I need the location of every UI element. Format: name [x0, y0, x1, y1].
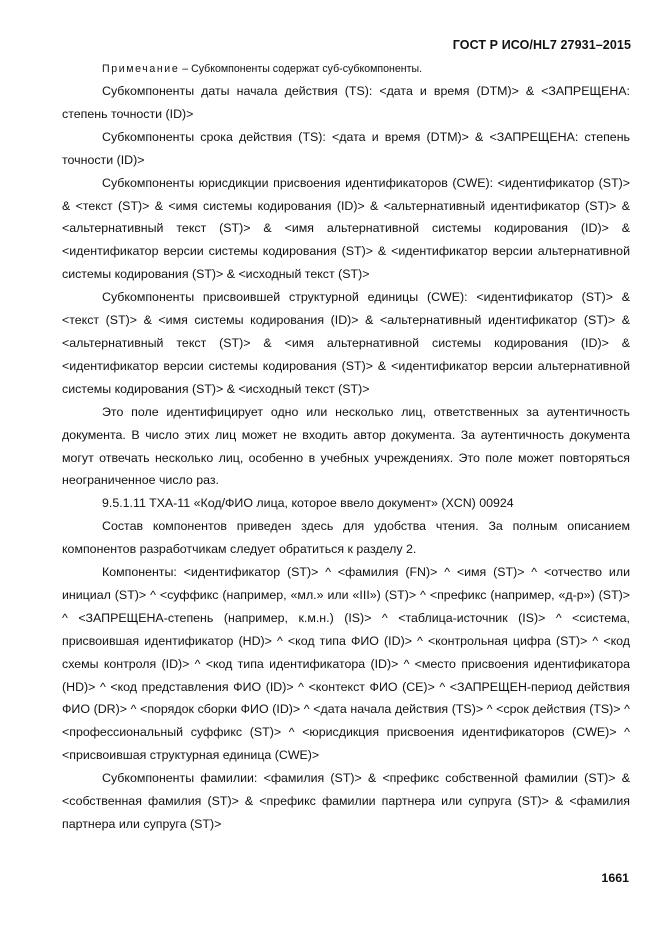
- paragraph-components-note: Состав компонентов приведен здесь для удобства чтения. За полным описанием компонентов разработчикам следует обратиться к разделу 2.: [62, 519, 630, 557]
- page-number: 1661: [601, 871, 629, 885]
- note: [62, 59, 630, 80]
- document-code: ГОСТ Р ИСО/HL7 27931–2015: [452, 38, 631, 52]
- paragraph-jurisdiction-subcomponents: Субкомпоненты юрисдикции присвоения идентификаторов (CWE): <идентификатор (ST)> & <текст (ST)> & <имя системы кодирования (ID)> & <альтернативный идентификатор (ST)> & <альтернативный текст (ST)> & <имя альтернативной системы кодирования (ID)> & <идентификатор версии системы кодирования (ST)> & <идентификатор версии альтернативной системы кодирования (ST)> & <исходный текст (ST)>: [62, 175, 630, 282]
- paragraph-field-description: Это поле идентифицирует одно или несколько лиц, ответственных за аутентичность документа. В число этих лиц может не входить автор документа. За аутентичность документа могут отвечать несколько лиц, особенно в учебных учреждениях. Это поле может повторяться неограниченное число раз.: [62, 404, 630, 488]
- note-lead: Примечание: [102, 63, 180, 75]
- paragraph-start-date-subcomponents: Субкомпоненты даты начала действия (TS): <дата и время (DTM)> & <ЗАПРЕЩЕНА: степень точности (ID)>: [62, 84, 630, 121]
- note-text: – Субкомпоненты содержат суб-субкомпоненты.: [179, 63, 423, 75]
- paragraph-assigning-unit-subcomponents: Субкомпоненты присвоившей структурной единицы (CWE): <идентификатор (ST)> & <текст (ST)> & <имя системы кодирования (ID)> & <альтернативный идентификатор (ST)> & <альтернативный текст (ST)> & <имя альтернативной системы кодирования (ID)> & <идентификатор версии системы кодирования (ST)> & <идентификатор версии альтернативной системы кодирования (ST)> & <исходный текст (ST)>: [62, 290, 630, 396]
- paragraph-surname-subcomponents: Субкомпоненты фамилии: <фамилия (ST)> & <префикс собственной фамилии (ST)> & <собственная фамилия (ST)> & <префикс фамилии партнера или супруга (ST)> & <фамилия партнера или супруга (ST)>: [62, 771, 630, 831]
- paragraph-expiration-subcomponents: Субкомпоненты срока действия (TS): <дата и время (DTM)> & <ЗАПРЕЩЕНА: степень точности (ID)>: [62, 129, 630, 167]
- document-body: [62, 59, 630, 836]
- paragraph-components: Компоненты: <идентификатор (ST)> ^ <фамилия (FN)> ^ <имя (ST)> ^ <отчество или инициал (ST)> ^ <суффикс (например, «мл.» или «III») (ST)> ^ <префикс (например, «д-р») (ST)> ^ <ЗАПРЕЩЕНА-степень (например, к.м.н.) (IS)> ^ <таблица-источник (IS)> ^ <система, присвоившая идентификатор (HD)> ^ <код типа ФИО (ID)> ^ <контрольная цифра (ST)> ^ <код схемы контроля (ID)> ^ <код типа идентификатора (ID)> ^ <место присвоения идентификатора (HD)> ^ <код представления ФИО (ID)> ^ <контекст ФИО (CE)> ^ <ЗАПРЕЩЕН-период действия ФИО (DR)> ^ <порядок сборки ФИО (ID)> ^ <дата начала действия (TS)> ^ <срок действия (TS)> ^ <профессиональный суффикс (ST)> ^ <юрисдикция присвоения идентификаторов (CWE)> ^ <присвоившая структурная единица (CWE)>: [62, 565, 630, 763]
- section-heading: 9.5.1.11 TXA-11 «Код/ФИО лица, которое ввело документ» (XCN) 00924: [102, 496, 514, 511]
